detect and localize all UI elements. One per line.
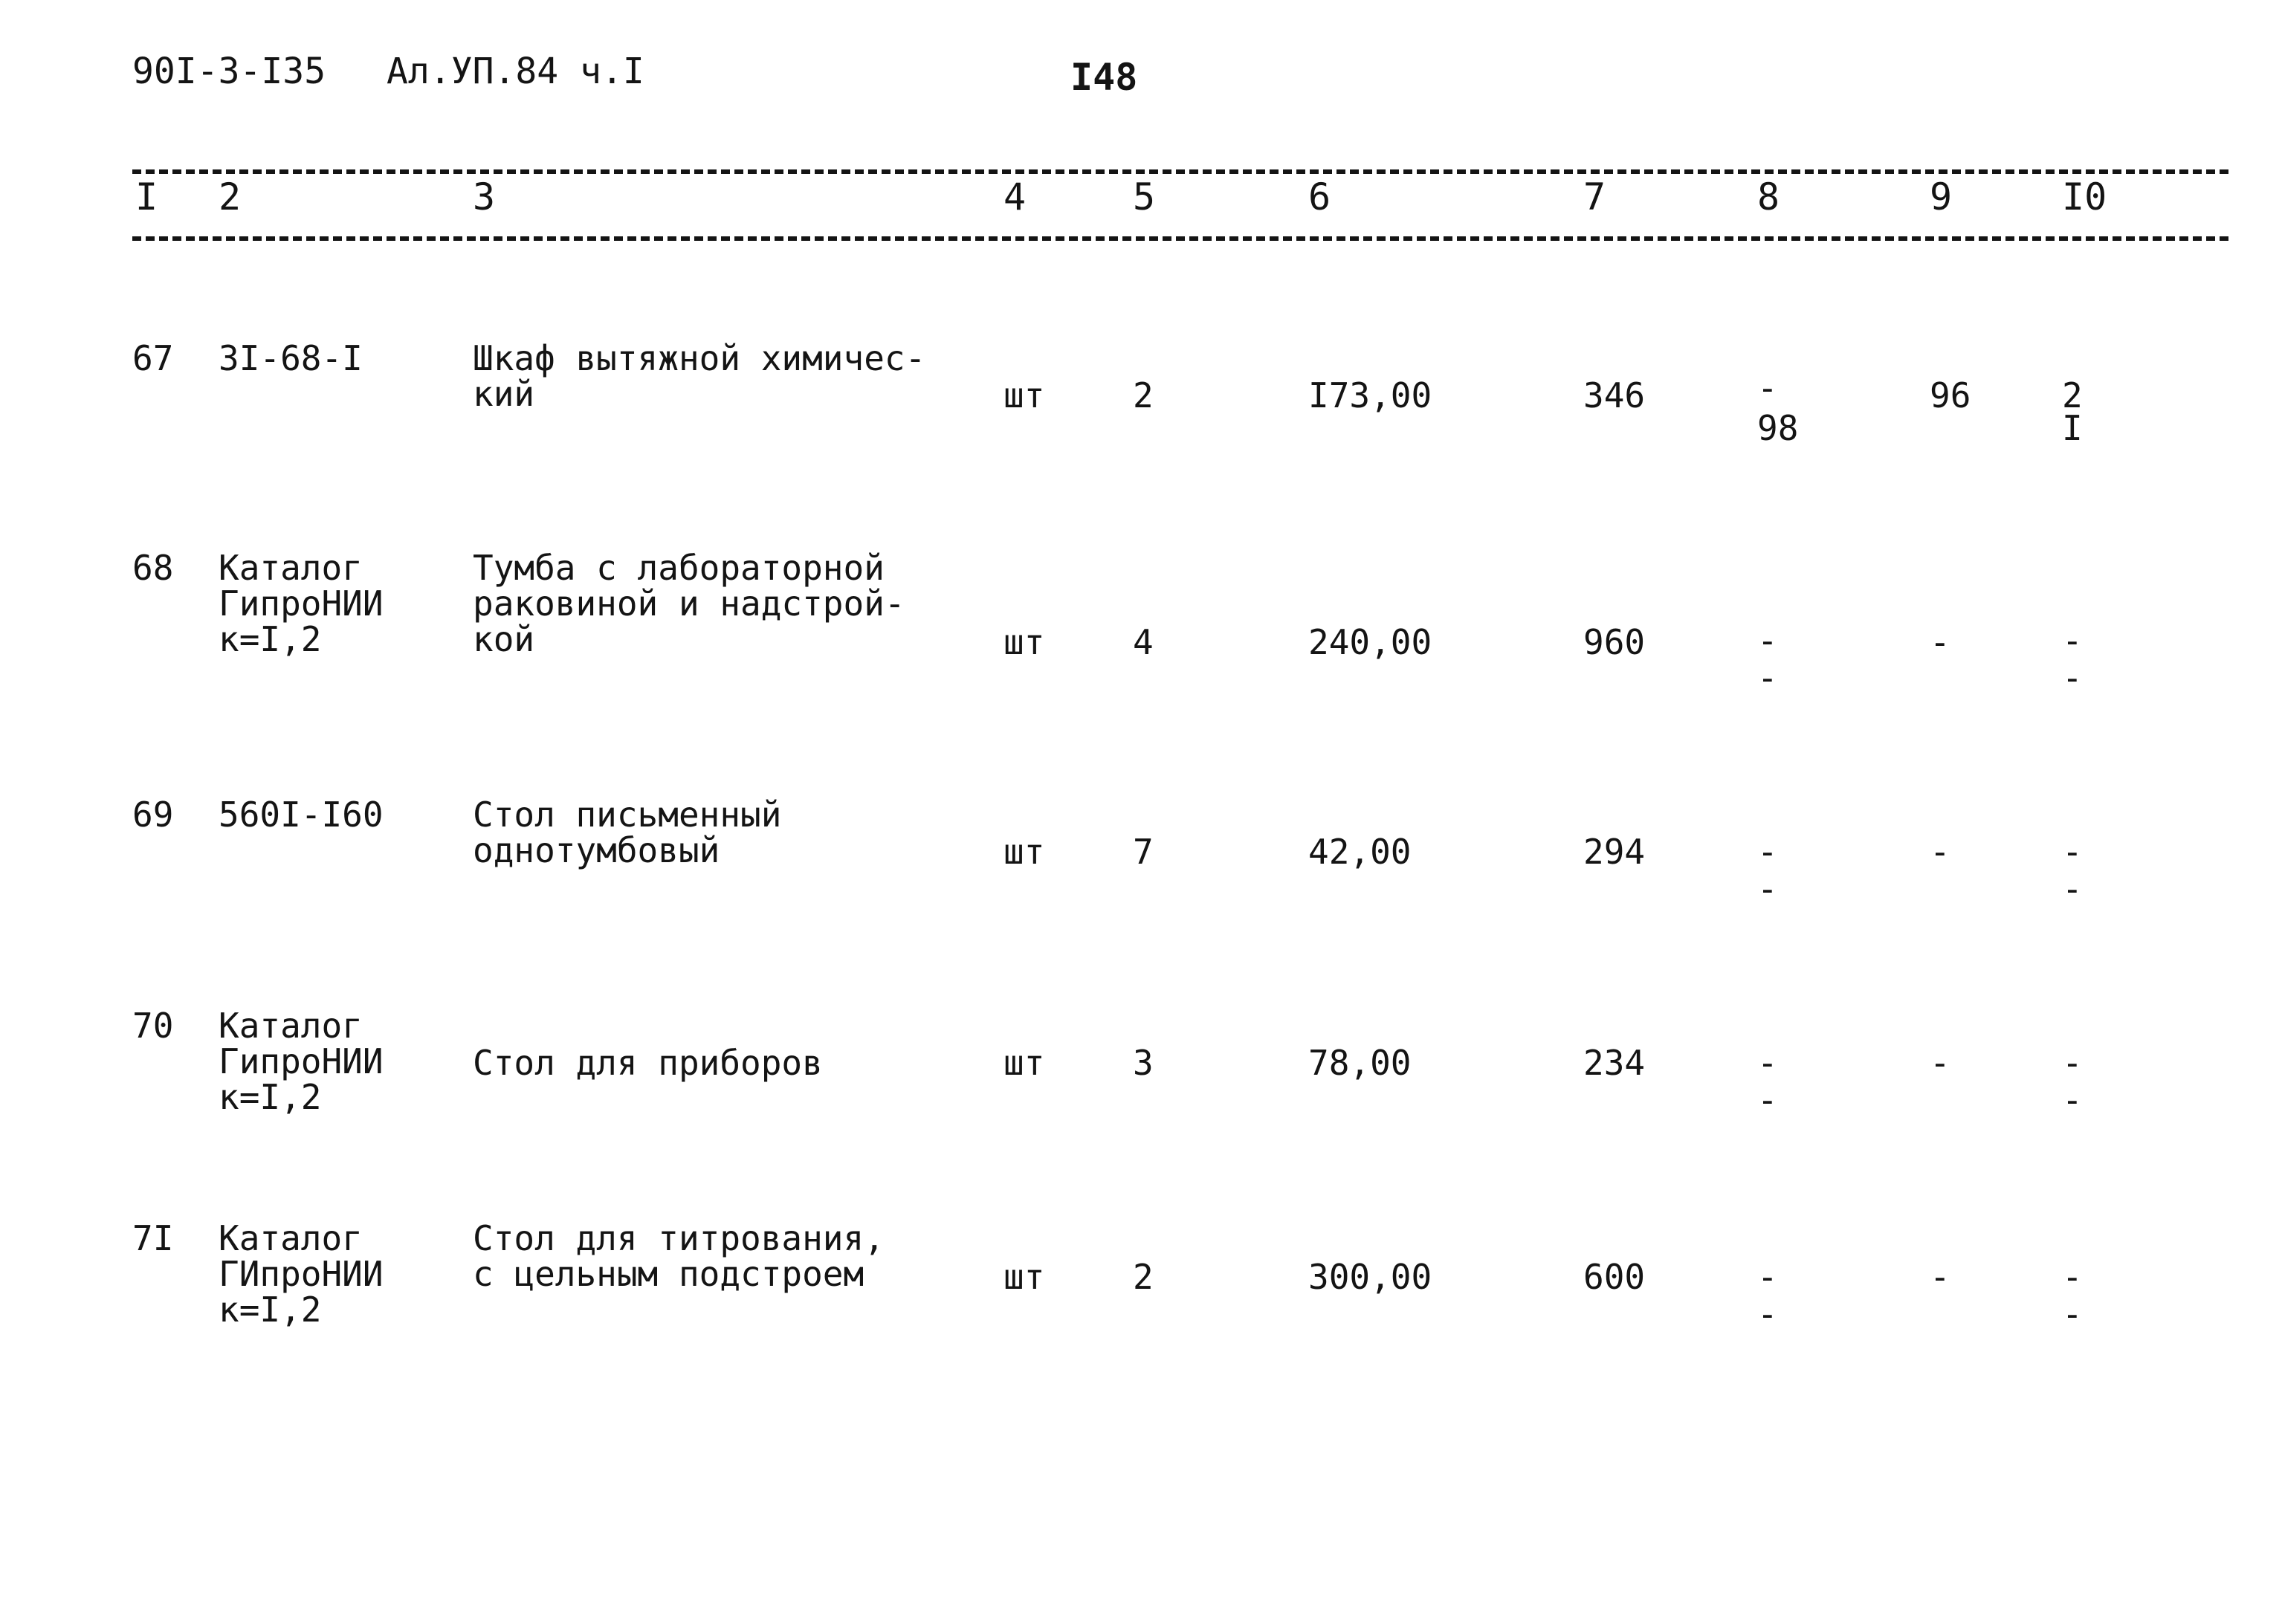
col10-bottom: - bbox=[2062, 658, 2083, 698]
unit-price: 42,00 bbox=[1308, 832, 1412, 872]
col9: - bbox=[1930, 1257, 1950, 1297]
col8-top: - bbox=[1757, 1043, 1778, 1083]
unit: шт bbox=[1003, 375, 1045, 415]
column-header-9: 9 bbox=[1930, 175, 1953, 219]
quantity: 3 bbox=[1133, 1043, 1154, 1083]
unit-price: 78,00 bbox=[1308, 1043, 1412, 1083]
col8-top: - bbox=[1757, 368, 1778, 408]
column-header-2: 2 bbox=[219, 175, 242, 219]
col10-top: - bbox=[2062, 1043, 2083, 1083]
row-number: 67 bbox=[132, 338, 174, 378]
col9: 96 bbox=[1930, 375, 1971, 415]
item-name: Тумба с лабораторной раковиной и надстрой- кой bbox=[473, 548, 905, 659]
item-name: Стол для приборов bbox=[473, 1043, 823, 1083]
unit: шт bbox=[1003, 832, 1045, 872]
col8-bottom: - bbox=[1757, 1080, 1778, 1120]
column-header-4: 4 bbox=[1003, 175, 1027, 219]
column-header-6: 6 bbox=[1308, 175, 1331, 219]
item-code: Каталог ГИпроНИИ к=I,2 bbox=[219, 1218, 384, 1330]
col10-bottom: - bbox=[2062, 1080, 2083, 1120]
document-code: 90I-3-I35 bbox=[132, 51, 326, 92]
column-header-10: I0 bbox=[2062, 175, 2107, 219]
unit: шт bbox=[1003, 1043, 1045, 1083]
col8-bottom: - bbox=[1757, 658, 1778, 698]
unit-price: I73,00 bbox=[1308, 375, 1432, 415]
col8-top: - bbox=[1757, 621, 1778, 661]
total: 960 bbox=[1583, 622, 1646, 662]
quantity: 7 bbox=[1133, 832, 1154, 872]
total: 600 bbox=[1583, 1257, 1646, 1297]
col10-bottom: I bbox=[2062, 408, 2083, 448]
unit-price: 240,00 bbox=[1308, 622, 1432, 662]
col8-top: - bbox=[1757, 832, 1778, 872]
quantity: 4 bbox=[1133, 622, 1154, 662]
item-name: Шкаф вытяжной химичес- кий bbox=[473, 338, 926, 414]
quantity: 2 bbox=[1133, 1257, 1154, 1297]
col10-top: - bbox=[2062, 1257, 2083, 1297]
item-code: Каталог ГипроНИИ к=I,2 bbox=[219, 1006, 384, 1117]
total: 346 bbox=[1583, 375, 1646, 415]
col10-bottom: - bbox=[2062, 1294, 2083, 1334]
col10-bottom: - bbox=[2062, 869, 2083, 909]
item-code: Каталог ГипроНИИ к=I,2 bbox=[219, 548, 384, 659]
header-top-rule bbox=[132, 169, 2228, 174]
item-name: Стол для титрования, с цельным подстроем bbox=[473, 1218, 885, 1294]
row-number: 70 bbox=[132, 1006, 174, 1046]
row-number: 7I bbox=[132, 1218, 174, 1258]
row-number: 68 bbox=[132, 548, 174, 588]
col8-bottom: - bbox=[1757, 869, 1778, 909]
header-bottom-rule bbox=[132, 236, 2228, 241]
col9: - bbox=[1930, 622, 1950, 662]
col8-top: - bbox=[1757, 1257, 1778, 1297]
column-header-8: 8 bbox=[1757, 175, 1780, 219]
column-header-5: 5 bbox=[1133, 175, 1156, 219]
item-code: 560I-I60 bbox=[219, 795, 384, 835]
unit: шт bbox=[1003, 622, 1045, 662]
column-header-3: 3 bbox=[473, 175, 496, 219]
item-name: Стол письменный однотумбовый bbox=[473, 795, 782, 870]
row-number: 69 bbox=[132, 795, 174, 835]
unit: шт bbox=[1003, 1257, 1045, 1297]
col8-bottom: 98 bbox=[1757, 408, 1799, 448]
col9: - bbox=[1930, 832, 1950, 872]
unit-price: 300,00 bbox=[1308, 1257, 1432, 1297]
page-number: I48 bbox=[1070, 56, 1138, 99]
column-header-1: I bbox=[135, 175, 158, 219]
total: 234 bbox=[1583, 1043, 1646, 1083]
col8-bottom: - bbox=[1757, 1294, 1778, 1334]
col10-top: - bbox=[2062, 621, 2083, 661]
col10-top: - bbox=[2062, 832, 2083, 872]
column-header-7: 7 bbox=[1583, 175, 1606, 219]
total: 294 bbox=[1583, 832, 1646, 872]
col10-top: 2 bbox=[2062, 375, 2083, 415]
quantity: 2 bbox=[1133, 375, 1154, 415]
col9: - bbox=[1930, 1043, 1950, 1083]
album-reference: Ал.УП.84 ч.I bbox=[387, 51, 644, 92]
item-code: 3I-68-I bbox=[219, 338, 363, 378]
